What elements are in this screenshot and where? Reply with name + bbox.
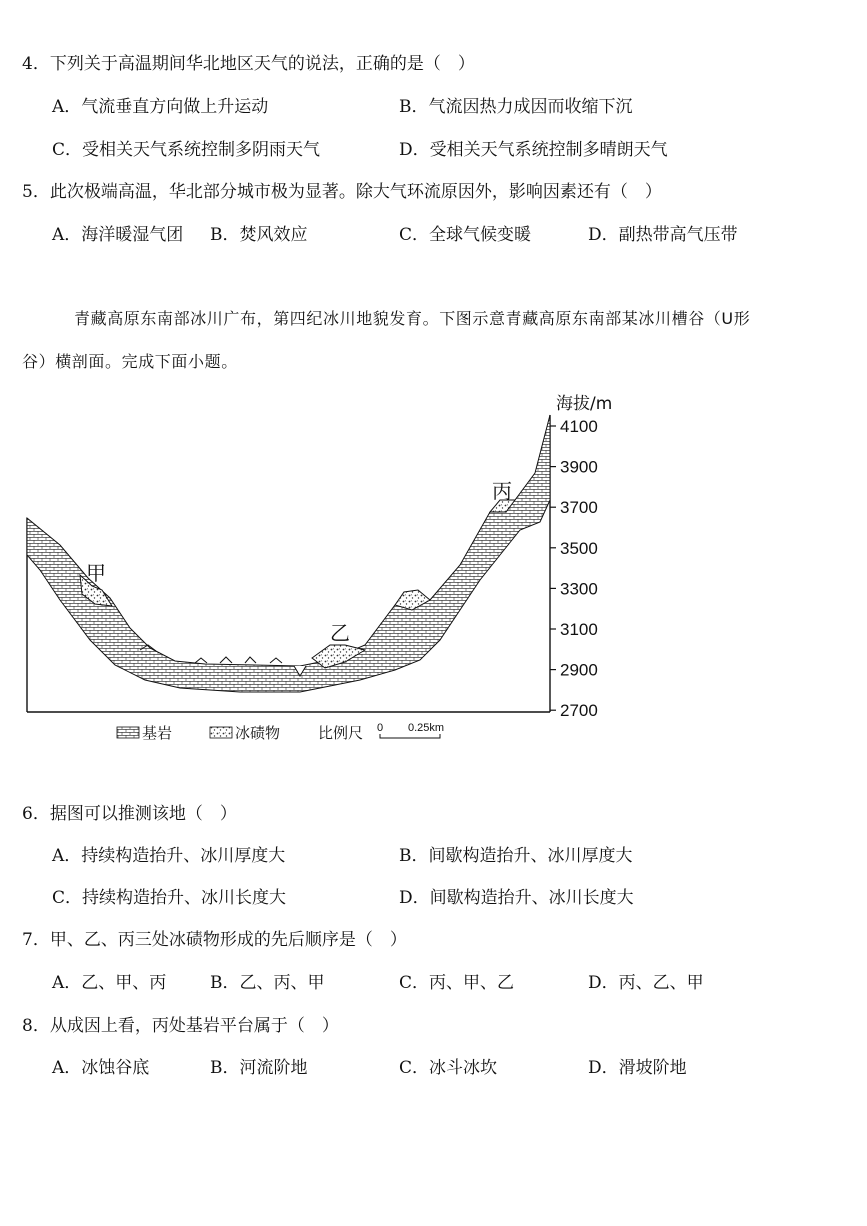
question-6-stem: 6．据图可以推测该地（ ） — [22, 804, 237, 824]
q6-option-d: D．间歇构造抬升、冰川长度大 — [399, 888, 634, 908]
q8-option-a: A．冰蚀谷底 — [52, 1058, 150, 1078]
q7-option-c: C．丙、甲、乙 — [399, 973, 515, 993]
q5-option-d: D．副热带高气压带 — [588, 225, 738, 245]
label-yi: 乙 — [330, 621, 350, 645]
y-tick-label: 3100 — [560, 620, 598, 639]
q4-option-a: A．气流垂直方向做上升运动 — [52, 97, 269, 117]
y-tick-label: 3700 — [560, 498, 598, 518]
passage-line-1: 青藏高原东南部冰川广布，第四纪冰川地貌发育。下图示意青藏高原东南部某冰川槽谷（U形 — [74, 309, 751, 328]
question-4-stem: 4．下列关于高温期间华北地区天气的说法，正确的是（ ） — [22, 54, 475, 74]
q4-option-b: B．气流因热力成因而收缩下沉 — [399, 97, 633, 117]
q6-option-c: C．持续构造抬升、冰川长度大 — [52, 888, 287, 908]
q5-option-c: C．全球气候变暖 — [399, 225, 532, 245]
y-axis-title: 海拔/m — [556, 394, 613, 414]
y-tick-label: 3300 — [560, 579, 598, 599]
q8-option-c: C．冰斗冰坎 — [399, 1058, 498, 1078]
q8-option-d: D．滑坡阶地 — [588, 1058, 687, 1078]
q5-option-b: B．焚风效应 — [210, 225, 308, 245]
scale-zero: 0 — [377, 722, 384, 734]
legend-scale-label: 比例尺 — [318, 724, 364, 742]
y-tick-label: 2700 — [560, 701, 598, 721]
legend-bedrock-label: 基岩 — [142, 724, 173, 742]
question-5-stem: 5．此次极端高温，华北部分城市极为显著。除大气环流原因外，影响因素还有（ ） — [22, 182, 662, 202]
q4-option-d: D．受相关天气系统控制多晴朗天气 — [399, 140, 668, 160]
q7-option-b: B．乙、丙、甲 — [210, 973, 325, 993]
bedrock-band — [27, 415, 550, 692]
q5-option-a: A．海洋暖湿气团 — [52, 225, 184, 245]
glacier-valley-cross-section — [0, 388, 867, 748]
y-tick-label: 3500 — [560, 538, 598, 558]
q7-option-a: A．乙、甲、丙 — [52, 973, 167, 993]
y-tick-label: 3900 — [560, 457, 598, 477]
q7-option-d: D．丙、乙、甲 — [588, 973, 704, 993]
label-bing: 丙 — [492, 479, 512, 503]
legend-moraine-swatch — [210, 727, 232, 738]
q6-option-b: B．间歇构造抬升、冰川厚度大 — [399, 846, 633, 866]
scale-value: 0.25km — [408, 722, 445, 734]
y-tick-label: 4100 — [560, 417, 598, 436]
legend-moraine-label: 冰碛物 — [235, 724, 281, 742]
question-8-stem: 8．从成因上看，丙处基岩平台属于（ ） — [22, 1016, 339, 1036]
q4-option-c: C．受相关天气系统控制多阴雨天气 — [52, 140, 321, 160]
y-tick-label: 2900 — [560, 660, 598, 680]
question-7-stem: 7．甲、乙、丙三处冰碛物形成的先后顺序是（ ） — [22, 930, 407, 950]
scale-bar — [380, 734, 440, 738]
label-jia: 甲 — [86, 561, 106, 585]
passage-line-2: 谷）横剖面。完成下面小题。 — [22, 352, 238, 371]
q8-option-b: B．河流阶地 — [210, 1058, 308, 1078]
legend-bedrock-swatch — [117, 727, 139, 738]
q6-option-a: A．持续构造抬升、冰川厚度大 — [52, 846, 286, 866]
